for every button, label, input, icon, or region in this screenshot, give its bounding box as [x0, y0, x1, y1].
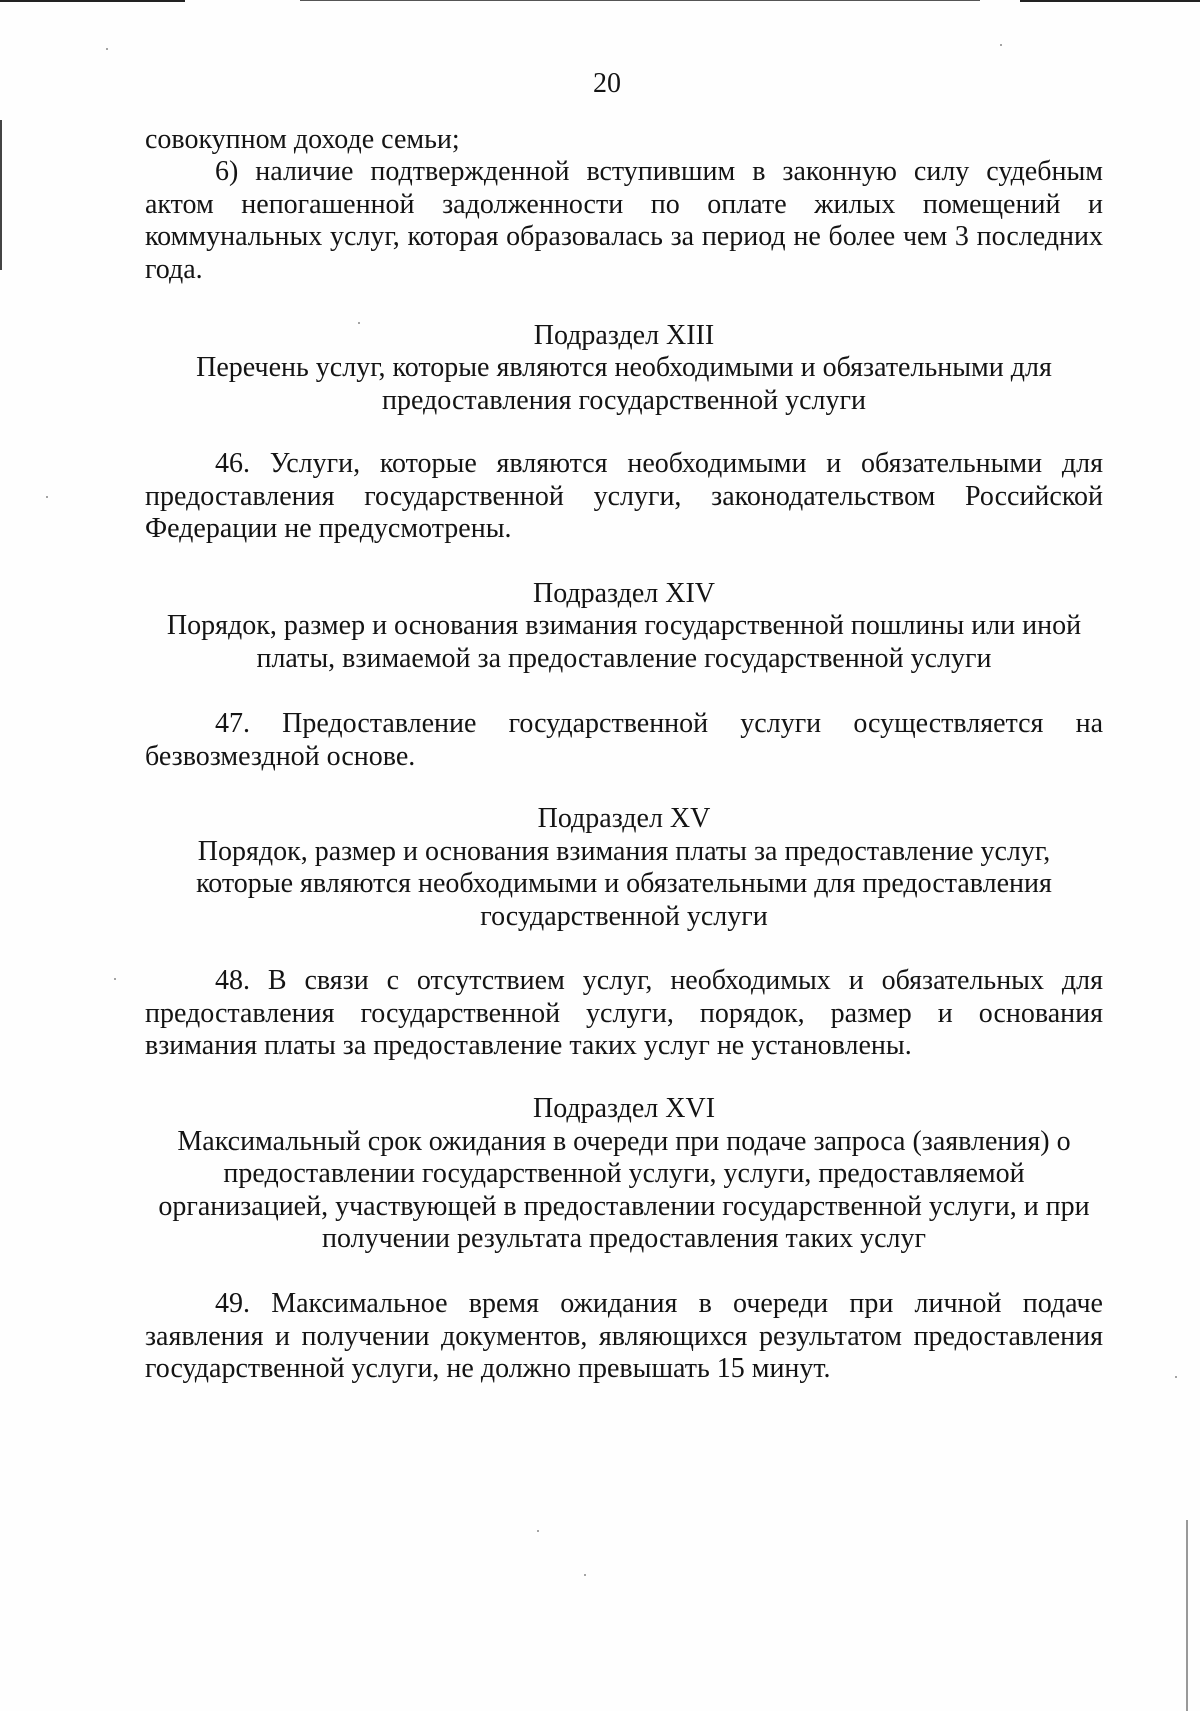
- section-title-14-line-2: платы, взимаемой за предоставление государственной услуги: [256, 643, 992, 674]
- section-title-16-line-4: получении результата предоставления таких услуг: [321, 1223, 927, 1254]
- section-label-16: Подраздел XVI: [532, 1093, 716, 1124]
- page-number: 20: [593, 68, 621, 99]
- scan-speck: [114, 978, 116, 980]
- section-label-15: Подраздел XV: [537, 803, 711, 834]
- paragraph-49: 49. Максимальное время ожидания в очереди при личной подаче заявления и получении документов, являющихся результатом предоставления государственной услуги, не должно превышать 15 минут.: [145, 1288, 1103, 1384]
- scan-edge-top-left: [0, 0, 185, 2]
- section-title-16-line-2: предоставлении государственной услуги, услуги, предоставляемой: [223, 1158, 1025, 1189]
- section-title-16-line-1: Максимальный срок ожидания в очереди при подаче запроса (заявления) о: [177, 1126, 1071, 1157]
- scan-edge-left: [0, 120, 2, 270]
- scan-edge-right: [1186, 1520, 1188, 1711]
- section-title-14-line-1: Порядок, размер и основания взимания государственной пошлины или иной: [166, 610, 1082, 641]
- section-title-15-line-2: которые являются необходимыми и обязательными для предоставления: [196, 868, 1052, 899]
- section-title-15-line-3: государственной услуги: [480, 901, 768, 932]
- paragraph-46: 46. Услуги, которые являются необходимыми и обязательными для предоставления государственной услуги, законодательством Российской Федерации не предусмотрены.: [145, 448, 1103, 544]
- scan-speck: [537, 1530, 539, 1532]
- section-title-13-line-2: предоставления государственной услуги: [382, 385, 866, 416]
- paragraph-continuation: совокупном доходе семьи;: [145, 124, 460, 155]
- scan-speck: [1175, 1376, 1177, 1378]
- section-title-13-line-1: Перечень услуг, которые являются необходимыми и обязательными для: [196, 352, 1052, 383]
- paragraph-item-6: 6) наличие подтвержденной вступившим в законную силу судебным актом непогашенной задолженности по оплате жилых помещений и коммунальных услуг, которая образовалась за период не более чем 3 последних года.: [145, 156, 1103, 285]
- scan-speck: [106, 48, 108, 50]
- section-label-14: Подраздел XIV: [532, 578, 716, 609]
- scan-edge-top-center: [300, 0, 980, 1]
- section-title-15-line-1: Порядок, размер и основания взимания платы за предоставление услуг,: [197, 836, 1051, 867]
- scan-speck: [584, 1574, 586, 1576]
- scan-edge-top-right: [1020, 0, 1200, 2]
- section-title-16-line-3: организацией, участвующей в предоставлении государственной услуги, и при: [158, 1191, 1090, 1222]
- paragraph-48: 48. В связи с отсутствием услуг, необходимых и обязательных для предоставления государственной услуги, порядок, размер и основания взимания платы за предоставление таких услуг не установлены.: [145, 965, 1103, 1061]
- section-label-13: Подраздел XIII: [533, 320, 715, 351]
- paragraph-47: 47. Предоставление государственной услуги осуществляется на безвозмездной основе.: [145, 708, 1103, 772]
- scan-speck: [46, 496, 48, 498]
- scan-speck: [1000, 44, 1002, 46]
